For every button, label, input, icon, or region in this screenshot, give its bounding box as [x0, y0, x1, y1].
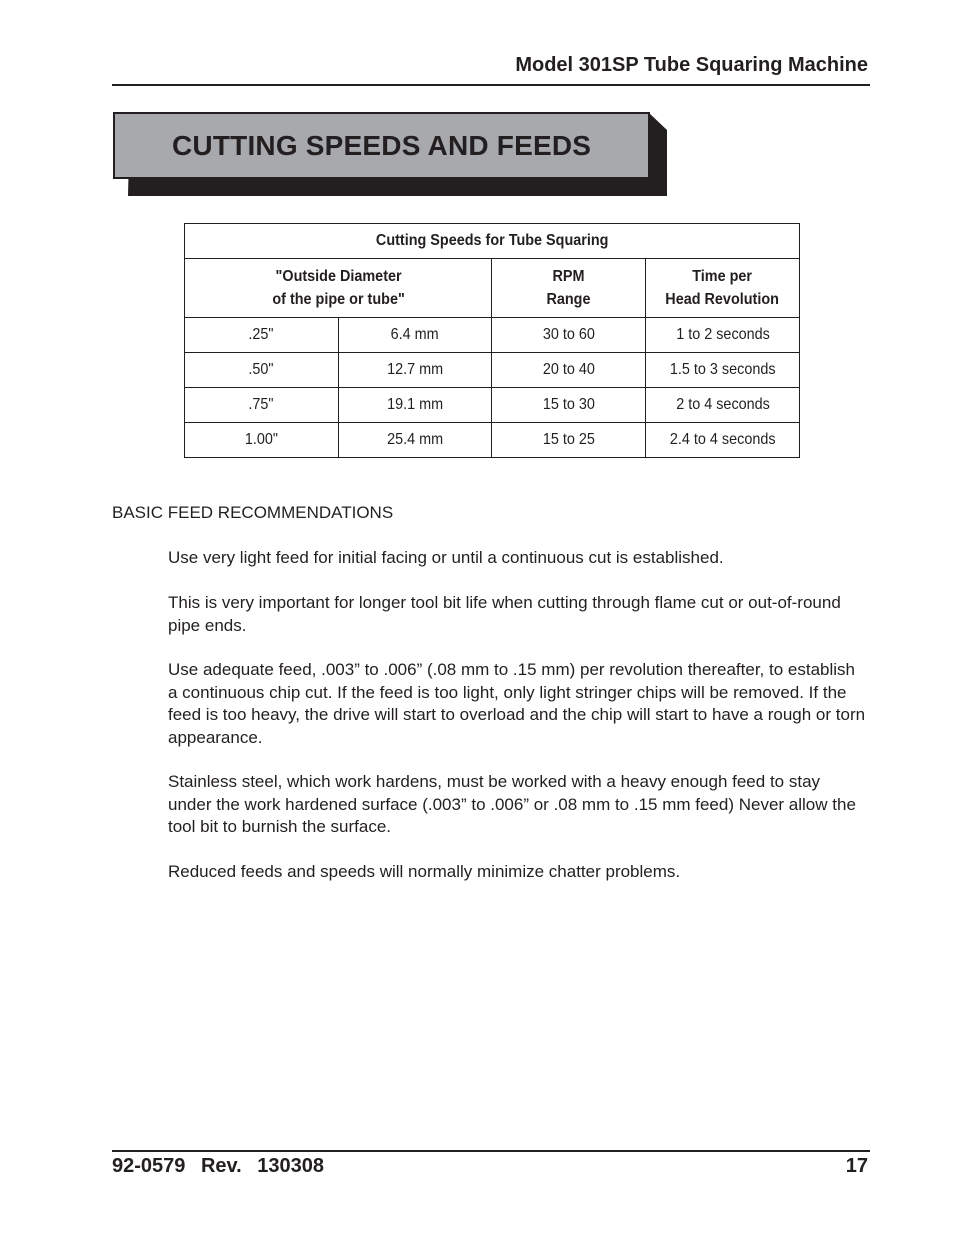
page-header-title: Model 301SP Tube Squaring Machine	[515, 54, 868, 76]
cell-diameter-inch: .50"	[185, 353, 339, 388]
cell-diameter-mm: 19.1 mm	[338, 388, 492, 423]
table-row	[185, 423, 800, 458]
header-outside-diameter: "Outside Diameter of the pipe or tube"	[185, 259, 492, 318]
footer-page-number: 17	[845, 1155, 868, 1177]
footer-document-number: 92-0579 Rev. 130308	[112, 1155, 325, 1177]
table-row	[185, 318, 800, 353]
cell-diameter-inch: .25"	[185, 318, 339, 353]
banner-title: CUTTING SPEEDS AND FEEDS	[172, 130, 592, 161]
cell-diameter-mm: 12.7 mm	[338, 353, 492, 388]
feed-paragraph: This is very important for longer tool bit life when cutting through flame cut or out-of-round pipe ends.	[168, 593, 841, 635]
feed-paragraph: Stainless steel, which work hardens, must be worked with a heavy enough feed to stay under the work hardened surface (.003” to .006” or .08 mm to .15 mm feed) Never allow the tool bit to burnish the surface.	[168, 772, 856, 837]
cell-rpm: 30 to 60	[492, 318, 646, 353]
cell-diameter-inch: 1.00"	[185, 423, 339, 458]
cell-time: 1.5 to 3 seconds	[646, 353, 800, 388]
cell-rpm: 15 to 30	[492, 388, 646, 423]
cell-time: 2 to 4 seconds	[646, 388, 800, 423]
section-banner	[112, 112, 668, 198]
table-header-row	[185, 259, 800, 318]
cell-diameter-mm: 6.4 mm	[338, 318, 492, 353]
table-caption-row	[185, 224, 800, 259]
feed-paragraph: Reduced feeds and speeds will normally minimize chatter problems.	[168, 862, 681, 881]
footer-divider	[112, 1150, 870, 1152]
cell-diameter-inch: .75"	[185, 388, 339, 423]
cutting-speeds-table	[184, 223, 800, 458]
feed-recommendations-heading: BASIC FEED RECOMMENDATIONS	[112, 503, 394, 522]
cell-time: 1 to 2 seconds	[646, 318, 800, 353]
cell-diameter-mm: 25.4 mm	[338, 423, 492, 458]
table-caption: Cutting Speeds for Tube Squaring	[185, 224, 800, 259]
header-rpm-range: RPM Range	[492, 259, 646, 318]
cell-time: 2.4 to 4 seconds	[646, 423, 800, 458]
cell-rpm: 15 to 25	[492, 423, 646, 458]
cell-rpm: 20 to 40	[492, 353, 646, 388]
header-time-per-revolution: Time per Head Revolution	[646, 259, 800, 318]
table-row	[185, 353, 800, 388]
header-divider	[112, 84, 870, 86]
feed-paragraph: Use very light feed for initial facing or until a continuous cut is established.	[168, 548, 724, 567]
feed-paragraph: Use adequate feed, .003” to .006” (.08 mm to .15 mm) per revolution thereafter, to establish a continuous chip cut. If the feed is too light, only light stringer chips will be removed. If the feed is too heavy, the drive will start to overload and the chip will start to have a rough or torn appearance.	[168, 660, 866, 747]
table-row	[185, 388, 800, 423]
